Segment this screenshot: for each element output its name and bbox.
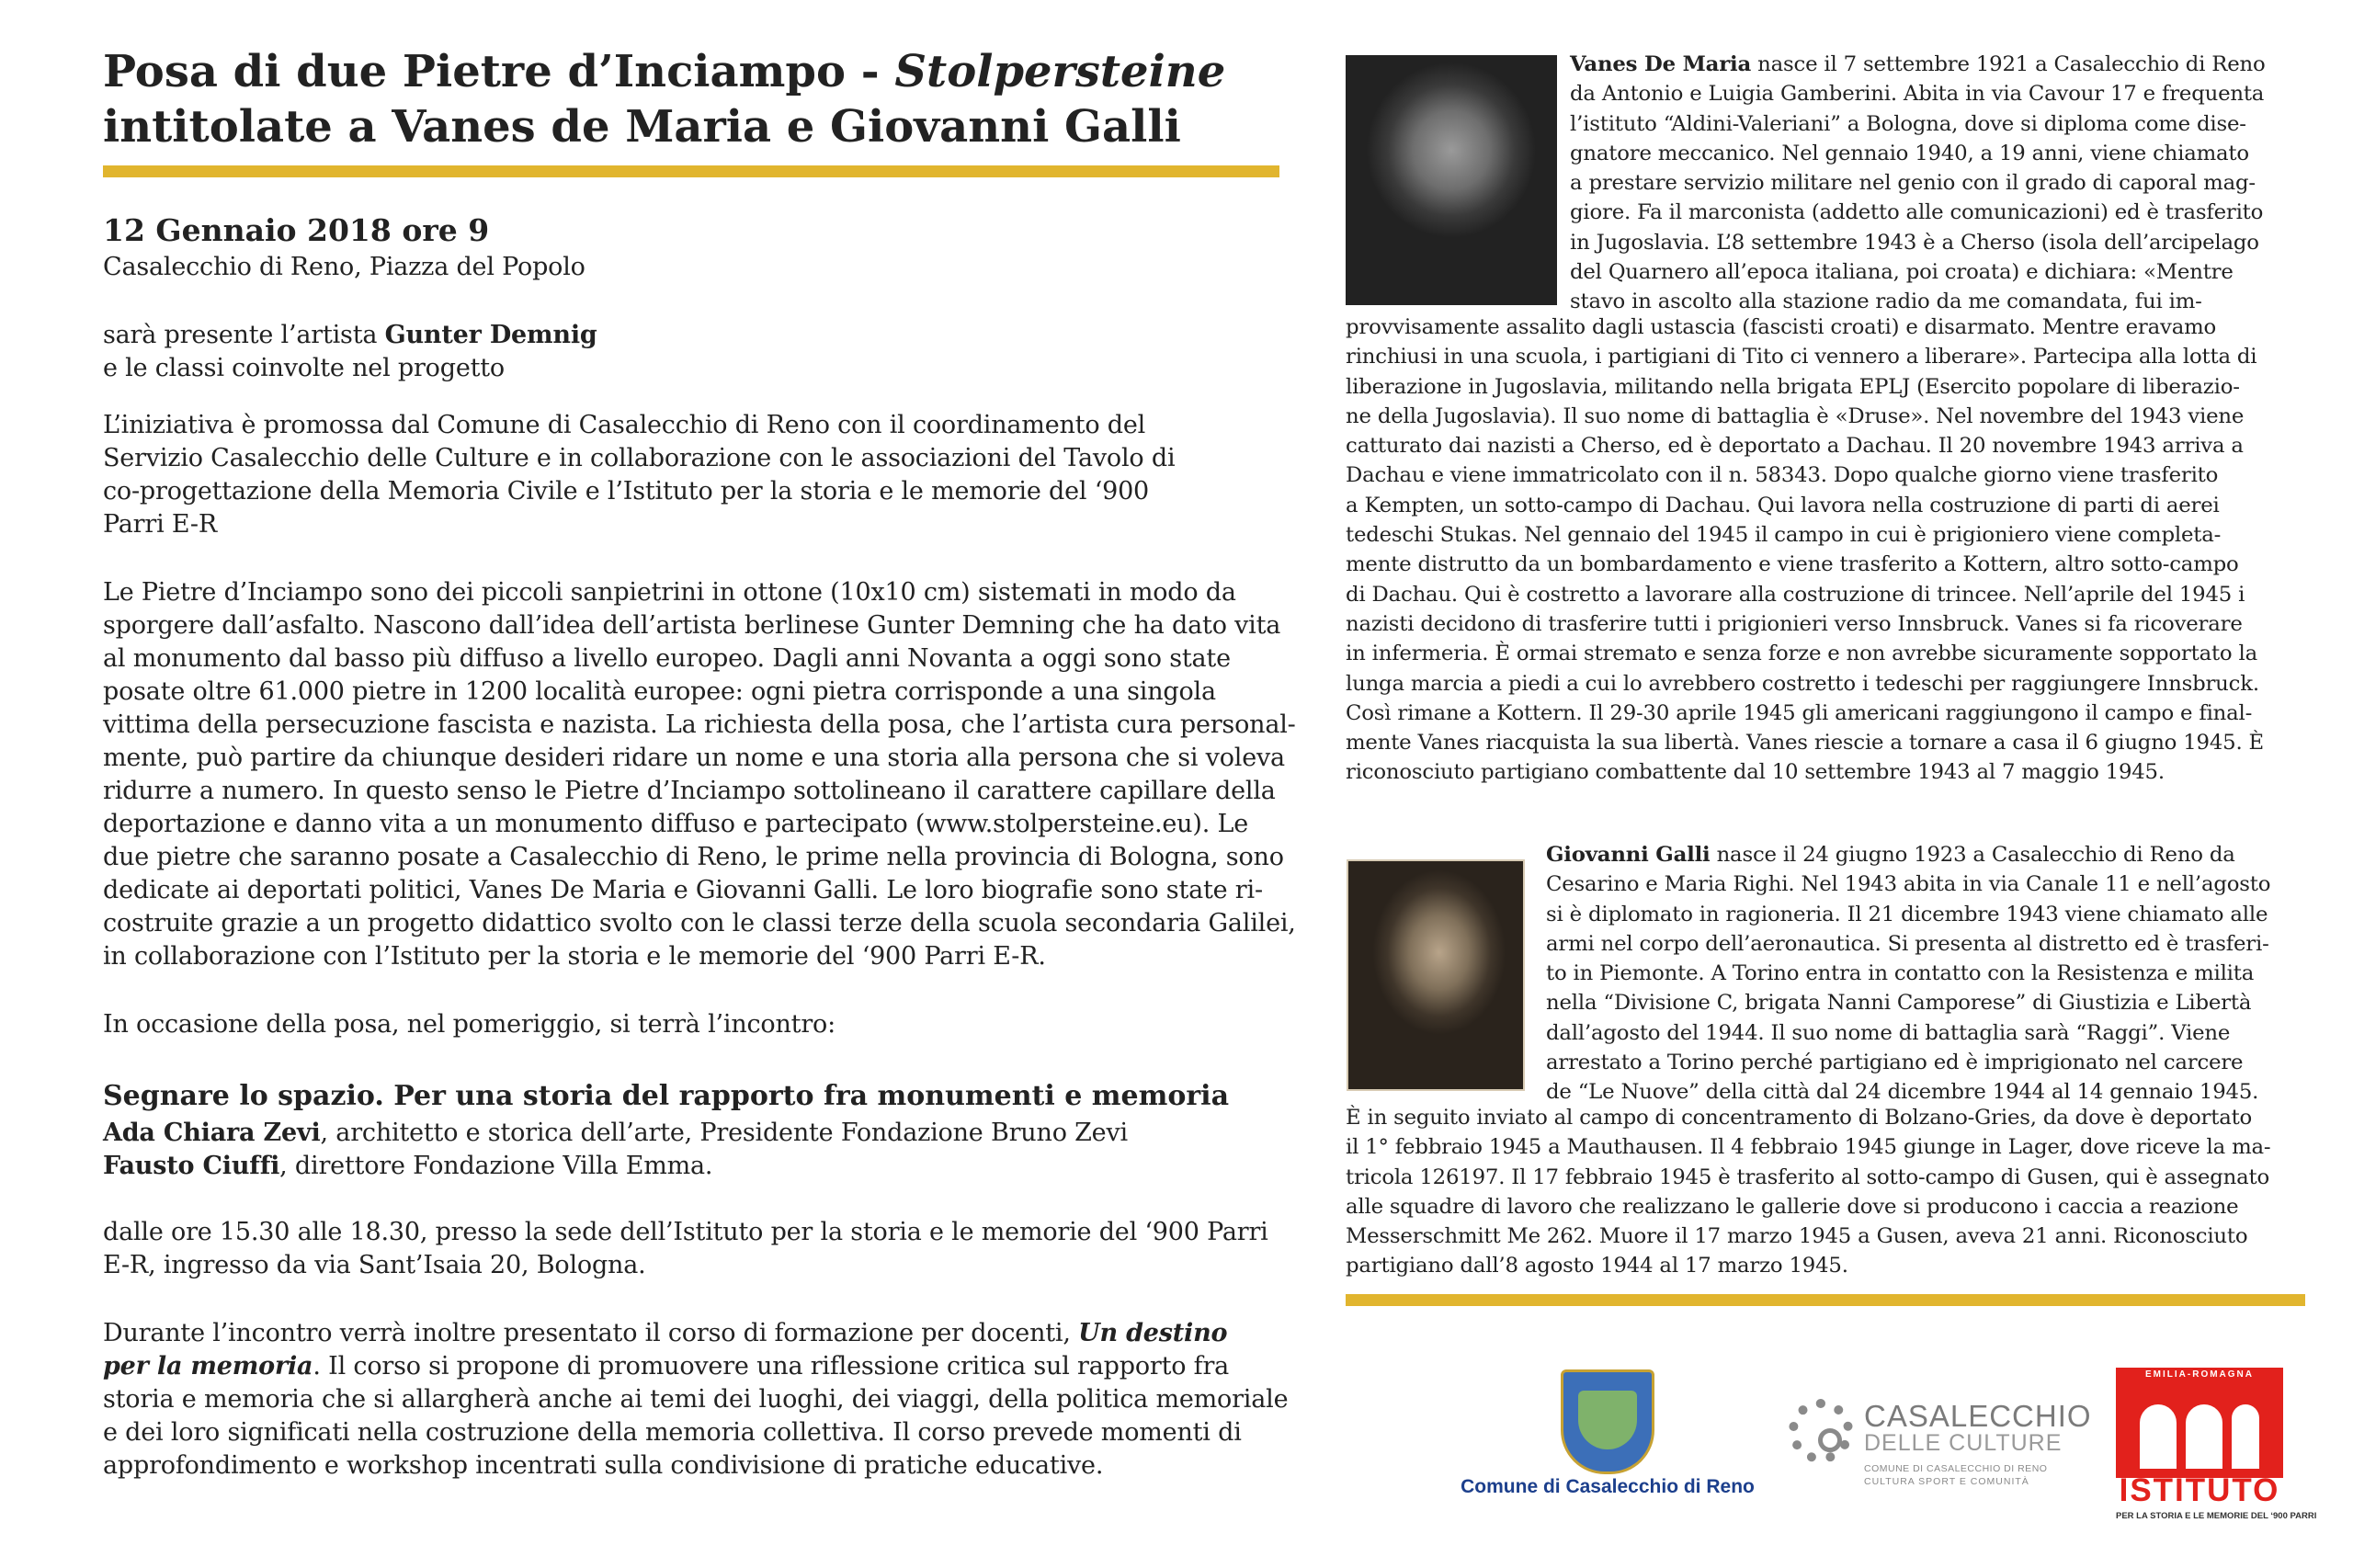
bio-line: riconosciuto partigiano combattente dal 10 settembre 1943 al 7 maggio 1945. <box>1346 760 2165 785</box>
artist-name: Gunter Demnig <box>384 321 597 349</box>
desc-line: ridurre a numero. In questo senso le Pietre d’Inciampo sottolineano il carattere capillare della <box>103 777 1276 805</box>
istituto-parri-logo <box>2116 1368 2317 1526</box>
speaker-2-role: , direttore Fondazione Villa Emma. <box>279 1152 713 1180</box>
meeting-time <box>103 1216 1279 1282</box>
course-text: Durante l’incontro verrà inoltre presentato il corso di formazione per docenti, <box>103 1319 1079 1347</box>
bio-line: nazisti decidono di trasferire tutti i prigionieri verso Innsbruck. Vanes si fa ricoverare <box>1346 611 2243 636</box>
desc-line: Le Pietre d’Inciampo sono dei piccoli sanpietrini in ottone (10x10 cm) sistemati in modo da <box>103 578 1236 607</box>
title-line1 <box>103 44 1279 99</box>
bio-text: nasce il 24 giugno 1923 a Casalecchio di Reno da <box>1710 843 2235 867</box>
desc-line: deportazione e danno vita a un monumento diffuso e partecipato (www.stolpersteine.eu). Le <box>103 810 1248 838</box>
bio-line: arrestato a Torino perché partigiano ed è imprigionato nel carcere <box>1546 1051 2244 1075</box>
event-date: 12 Gennaio 2018 ore 9 <box>103 212 490 248</box>
bio-line: gnatore meccanico. Nel gennaio 1940, a 19 anni, viene chiamato <box>1570 141 2249 165</box>
bio-line: in Jugoslavia. L’8 settembre 1943 è a Cherso (isola dell’arcipelago <box>1570 230 2259 255</box>
bio-line: alle squadre di lavoro che realizzano le gallerie dove si producono i caccia a reazione <box>1346 1194 2239 1219</box>
title-divider <box>103 165 1279 177</box>
page-title <box>103 44 1279 154</box>
left-column <box>103 44 1296 1483</box>
comune-logo <box>1449 1369 1767 1498</box>
speaker-2-name: Fausto Ciuffi <box>103 1152 280 1180</box>
course-paragraph <box>103 1317 1289 1483</box>
bio-line: a prestare servizio militare nel genio con il grado di caporal mag- <box>1570 171 2256 196</box>
artist-intro: sarà presente l’artista <box>103 321 385 349</box>
speakers <box>103 1117 1279 1183</box>
bio-line: to in Piemonte. A Torino entra in contatto con la Resistenza e milita <box>1546 961 2255 986</box>
casalecchio-culture-logo <box>1789 1399 2092 1500</box>
culture-logo-line3: COMUNE DI CASALECCHIO DI RENO <box>1864 1463 2048 1474</box>
bio-line: Messerschmitt Me 262. Muore il 17 marzo 1945 a Gusen, aveva 21 anni. Riconosciuto <box>1346 1224 2248 1249</box>
bio-line: armi nel corpo dell’aeronautica. Si presenta al distretto ed è trasferi- <box>1546 931 2269 956</box>
desc-line: in collaborazione con l’Istituto per la storia e le memorie del ‘900 Parri E-R. <box>103 942 1046 971</box>
giovanni-bio-bottom <box>1346 1103 2311 1281</box>
bio-line: lunga marcia a piedi a cui lo avrebbero costretto i tedeschi per raggiungere Innsbruck. <box>1346 671 2259 696</box>
promo-line: Parri E-R <box>103 510 217 539</box>
desc-line: mente, può partire da chiunque desideri ridare un nome e una storia alla persona che si voleva <box>103 744 1285 772</box>
desc-line: vittima della persecuzione fascista e nazista. La richiesta della posa, che l’artista cura personal- <box>103 710 1296 739</box>
bio-line <box>1546 840 2309 869</box>
bio-line: in infermeria. È ormai stremato e senza forze e non avrebbe sicuramente sopportato la <box>1346 642 2257 666</box>
bio-line: tricola 126197. Il 17 febbraio 1945 è trasferito al sotto-campo di Gusen, qui è assegnato <box>1346 1165 2269 1189</box>
course-line <box>103 1350 1279 1383</box>
bio-line: catturato dai nazisti a Cherso, ed è deportato a Dachau. Il 20 novembre 1943 arriva a <box>1346 434 2244 459</box>
bio-line: nella “Divisione C, brigata Nanni Camporese” di Giustizia e Libertà <box>1546 991 2252 1016</box>
bio-line: rinchiusi in una scuola, i partigiani di Tito ci vennero a liberare». Partecipa alla lotta di <box>1346 345 2257 369</box>
desc-line: sporgere dall’asfalto. Nascono dall’idea dell’artista berlinese Gunter Demning che ha dato vita <box>103 611 1281 640</box>
people-circle-core <box>1818 1428 1842 1452</box>
speaker-1-name: Ada Chiara Zevi <box>103 1119 321 1147</box>
bio-line: l’istituto “Aldini-Valeriani” a Bologna, dove si diploma come dise- <box>1570 111 2246 136</box>
giovanni-portrait-photo <box>1347 859 1525 1091</box>
title-part-b: Stolpersteine <box>894 46 1226 97</box>
bio-line: È in seguito inviato al campo di concentramento di Bolzano-Gries, da dove è deportato <box>1346 1106 2253 1130</box>
bio-line: di Dachau. Qui è costretto a lavorare alla costruzione di trincee. Nell’aprile del 1945 i <box>1346 582 2245 607</box>
bio-line: a Kempten, un sotto-campo di Dachau. Qui lavora nella costruzione di parti di aerei <box>1346 493 2220 517</box>
bio-line: provvisamente assalito dagli ustascia (fascisti croati) e disarmato. Mentre eravamo <box>1346 315 2217 339</box>
giovanni-name: Giovanni Galli <box>1546 843 1711 867</box>
event-place: Casalecchio di Reno, Piazza del Popolo <box>103 253 585 281</box>
time-line: dalle ore 15.30 alle 18.30, presso la sede dell’Istituto per la storia e le memorie del ‘900 Parri <box>103 1218 1268 1246</box>
istituto-logo-block <box>2116 1368 2283 1478</box>
desc-line: costruite grazie a un progetto didattico svolto con le classi terze della scuola secondaria Galilei, <box>103 909 1296 937</box>
bio-line: del Quarnero all’epoca italiana, poi croata) e dichiara: «Mentre <box>1570 260 2234 285</box>
course-name-a: Un destino <box>1078 1319 1228 1347</box>
promo-line: Servizio Casalecchio delle Culture e in collaborazione con le associazioni del Tavolo di <box>103 444 1176 472</box>
title-part-a: Posa di due Pietre d’Inciampo - <box>103 46 895 97</box>
speaker-2 <box>103 1150 1279 1183</box>
coat-of-arms-icon <box>1561 1369 1654 1474</box>
title-line2: intitolate a Vanes de Maria e Giovanni Galli <box>103 101 1181 153</box>
bio-line: dall’agosto del 1944. Il suo nome di battaglia sarà “Raggi”. Viene <box>1546 1020 2231 1045</box>
people-circle-icon <box>1789 1399 1853 1463</box>
promo-line: co-progettazione della Memoria Civile e l’Istituto per la storia e le memorie del ‘900 <box>103 477 1150 506</box>
artist-line <box>103 319 1279 352</box>
vanes-bio-top <box>1570 50 2305 317</box>
bio-line: ne della Jugoslavia). Il suo nome di battaglia è «Druse». Nel novembre del 1943 viene <box>1346 403 2245 428</box>
desc-line: posate oltre 61.000 pietre in 1200 località europee: ogni pietra corrisponde a una singola <box>103 677 1216 706</box>
course-text: . Il corso si propone di promuovere una riflessione critica sul rapporto fra <box>313 1352 1230 1381</box>
culture-logo-line2: DELLE CULTURE <box>1864 1430 2063 1456</box>
bio-line: giore. Fa il marconista (addetto alle comunicazioni) ed è trasferito <box>1570 200 2264 225</box>
bio-line <box>1570 50 2305 79</box>
culture-logo-line4: CULTURA SPORT E COMUNITÀ <box>1864 1476 2029 1487</box>
meeting-intro: In occasione della posa, nel pomeriggio, si terrà l’incontro: <box>103 1010 835 1039</box>
bio-line: liberazione in Jugoslavia, militando nella brigata EPLJ (Esercito popolare di liberazio- <box>1346 374 2240 399</box>
vanes-name: Vanes De Maria <box>1570 52 1752 76</box>
bio-line: mente Vanes riacquista la sua libertà. Vanes riescie a tornare a casa il 6 giugno 1945. È <box>1346 731 2264 756</box>
bio-text: nasce il 7 settembre 1921 a Casalecchio di Reno <box>1751 52 2266 76</box>
course-line: e dei loro significati nella costruzione della memoria collettiva. Il corso prevede momenti di <box>103 1418 1242 1447</box>
course-line: storia e memoria che si allargherà anche ai temi dei luoghi, dei viaggi, della politica memoriale <box>103 1385 1289 1414</box>
bio-line: Cesarino e Maria Righi. Nel 1943 abita in via Canale 11 e nell’agosto <box>1546 872 2271 897</box>
course-line <box>103 1317 1279 1350</box>
desc-line: due pietre che saranno posate a Casalecchio di Reno, le prime nella provincia di Bologna, sono <box>103 843 1284 871</box>
bio-line: partigiano dall’8 agosto 1944 al 17 marzo 1945. <box>1346 1254 1848 1278</box>
bio-line: Così rimane a Kottern. Il 29-30 aprile 1945 gli americani raggiungono il campo e final- <box>1346 700 2253 725</box>
bio-line: Dachau e viene immatricolato con il n. 58343. Dopo qualche giorno viene trasferito <box>1346 463 2219 488</box>
bio-line: il 1° febbraio 1945 a Mauthausen. Il 4 febbraio 1945 giunge in Lager, dove riceve la ma- <box>1346 1135 2271 1160</box>
arch-icon <box>2140 1404 2177 1469</box>
culture-logo-line1: CASALECCHIO <box>1864 1399 2092 1433</box>
course-name-b: per la memoria <box>103 1352 313 1381</box>
giovanni-bio-top <box>1546 840 2309 1108</box>
desc-line: dedicate ai deportati politici, Vanes De Maria e Giovanni Galli. Le loro biografie sono state ri- <box>103 876 1263 904</box>
bio-line: tedeschi Stukas. Nel gennaio del 1945 il campo in cui è prigioniero viene completa- <box>1346 523 2222 548</box>
promo-line: L’iniziativa è promossa dal Comune di Casalecchio di Reno con il coordinamento del <box>103 411 1146 439</box>
bio-line: da Antonio e Luigia Gamberini. Abita in via Cavour 17 e frequenta <box>1570 82 2265 107</box>
vanes-bio-bottom <box>1346 312 2302 788</box>
promo-paragraph <box>103 409 1279 541</box>
arch-icon <box>2186 1404 2222 1469</box>
time-line: E-R, ingresso da via Sant’Isaia 20, Bologna. <box>103 1251 646 1279</box>
istituto-subtitle: PER LA STORIA E LE MEMORIE DEL ‘900 PARRI <box>2116 1511 2317 1521</box>
bio-divider <box>1346 1294 2305 1306</box>
istituto-region: EMILIA-ROMAGNA <box>2145 1369 2254 1380</box>
course-line: approfondimento e workshop incentrati sulla condivisione di pratiche educative. <box>103 1451 1104 1480</box>
bio-line: stavo in ascolto alla stazione radio da me comandata, fui im- <box>1570 290 2202 314</box>
istituto-name: ISTITUTO <box>2119 1472 2280 1508</box>
coat-of-arms-inner <box>1578 1391 1637 1449</box>
vanes-portrait-photo <box>1346 55 1557 305</box>
arch-icon <box>2232 1404 2259 1469</box>
description-paragraph <box>103 576 1296 973</box>
classes-line: e le classi coinvolte nel progetto <box>103 354 505 382</box>
meeting-title: Segnare lo spazio. Per una storia del rapporto fra monumenti e memoria <box>103 1080 1230 1112</box>
speaker-1 <box>103 1117 1279 1150</box>
comune-logo-text: Comune di Casalecchio di Reno <box>1461 1476 1755 1497</box>
bio-line: de “Le Nuove” della città dal 24 dicembre 1944 al 14 gennaio 1945. <box>1546 1080 2259 1105</box>
bio-line: mente distrutto da un bombardamento e viene trasferito a Kottern, altro sotto-campo <box>1346 552 2239 577</box>
desc-line: al monumento dal basso più diffuso a livello europeo. Dagli anni Novanta a oggi sono state <box>103 644 1231 673</box>
bio-line: si è diplomato in ragioneria. Il 21 dicembre 1943 viene chiamato alle <box>1546 902 2268 926</box>
speaker-1-role: , architetto e storica dell’arte, Presidente Fondazione Bruno Zevi <box>320 1119 1128 1147</box>
